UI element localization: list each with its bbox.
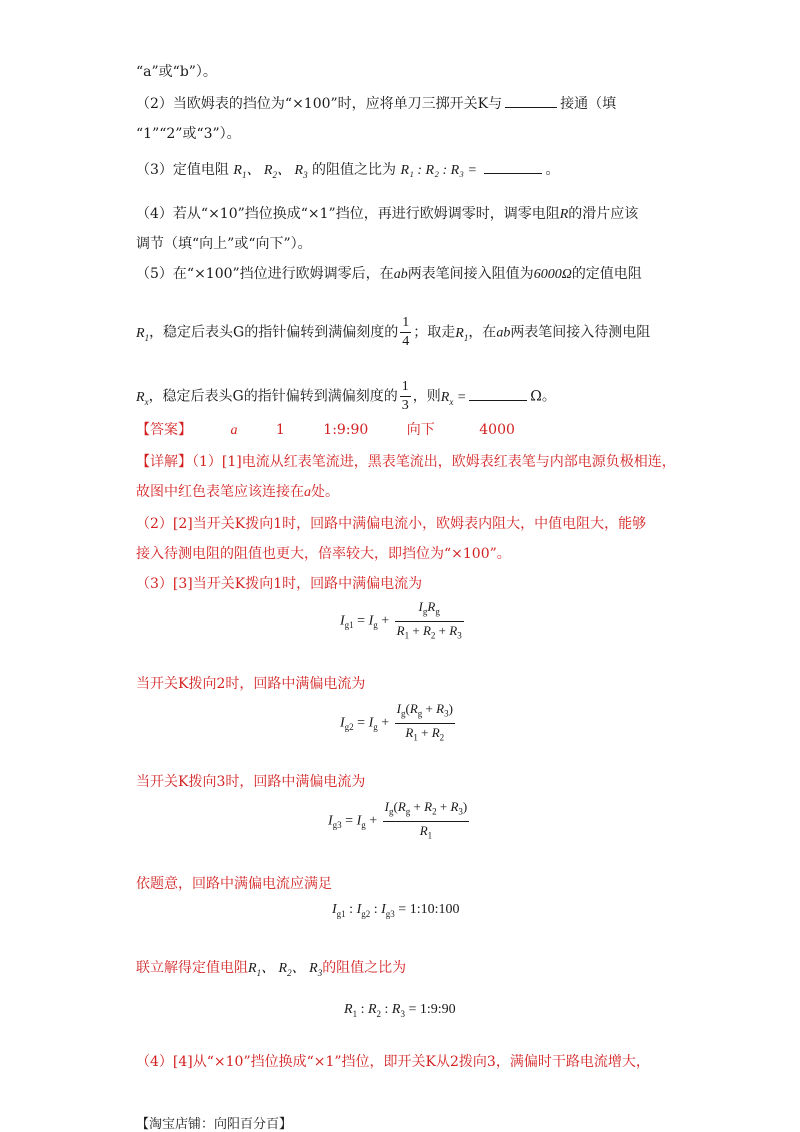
text-fragment: 的滑片应该	[568, 206, 639, 222]
math-symbol: $R_x$	[136, 389, 149, 407]
text-fragment: （4）若从“×10”挡位换成“×1”挡位，再进行欧姆调零时，调零电阻	[136, 206, 560, 222]
text-fragment: 接通（填	[560, 96, 617, 112]
text-line	[136, 314, 650, 351]
resistor-symbols: $R_1$、 $R_2$、 $R_3$	[248, 961, 323, 978]
text-fragment: （4）[4]从“×10”挡位换成“×1”挡位，即开关K从2拨向3，满偏时干路电流增大，	[136, 1054, 650, 1070]
answer-value: 4000	[479, 422, 515, 438]
detail-line	[136, 674, 365, 694]
text-fragment: ，稳定后表头G的指针偏转到满偏刻度的	[149, 324, 399, 341]
answer-blank	[484, 161, 542, 174]
text-line	[136, 124, 241, 144]
answer-value: 1	[275, 422, 285, 438]
text-fragment: （5）在“×100”挡位进行欧姆调零后，在	[136, 266, 394, 282]
question-2	[136, 94, 616, 114]
answer-value: 向下	[406, 422, 435, 438]
text-fragment: Ω。	[530, 388, 556, 405]
detail-line	[136, 544, 511, 564]
text-fragment: “a”或“b”）。	[136, 64, 217, 80]
detail-line	[136, 452, 676, 472]
detail-line	[136, 772, 365, 792]
equation-ig3: $I_{g3} = I_g$ + $\frac{I_g(R_g + R_2 + R_3)}{R_1}$	[328, 799, 468, 841]
text-fragment: 调节（填“向上”或“向下”）。	[136, 236, 312, 252]
fraction: $\frac{1}{4}$	[402, 315, 410, 349]
question-4	[136, 204, 638, 225]
answer-line	[136, 420, 515, 441]
fraction: $\frac{1}{3}$	[401, 379, 409, 413]
answer-value: 1:9:90	[323, 422, 369, 438]
text-line	[136, 234, 312, 254]
equation-ig1: $I_{g1} = I_g$ + $\frac{I_gR_g}{R_1 + R_2 + R_3}$	[340, 599, 462, 641]
detail-line	[136, 514, 646, 534]
equation-resistor-ratio: $R_1$ : $R_2$ : $R_3$ = 1:9:90	[344, 1002, 456, 1019]
answer-blank	[469, 388, 527, 401]
math-symbol: ab	[393, 267, 408, 282]
text-fragment: （2）当欧姆表的挡位为“×100”时，应将单刀三掷开关K与	[136, 96, 503, 112]
text-fragment: （3）[3]当开关K拨向1时，回路中满偏电流为	[136, 576, 423, 592]
math-symbol: R	[559, 207, 569, 222]
text-fragment: 接入待测电阻的阻值也更大，倍率较大，即挡位为“×100”。	[136, 546, 511, 562]
text-line	[136, 62, 217, 82]
text-fragment: 两表笔间接入待测电阻	[510, 324, 651, 341]
ratio-expression: R₁ : R₂ : R₃ =	[400, 163, 477, 178]
text-fragment: 故图中红色表笔应该连接在	[136, 484, 304, 500]
text-fragment: 联立解得定值电阻	[136, 960, 248, 976]
math-symbol: ab	[496, 325, 511, 341]
question-5	[136, 264, 642, 285]
text-fragment: ；取走	[413, 324, 456, 341]
text-fragment: 【详解】（1）[1]电流从红表笔流进，黑表笔流出，欧姆表红表笔与内部电源负极相连，	[136, 454, 676, 470]
text-fragment: （3）定值电阻	[136, 162, 229, 178]
text-line	[136, 378, 556, 415]
text-fragment: “1”“2”或“3”）。	[136, 126, 241, 142]
math-value: 6000Ω	[533, 267, 572, 282]
text-fragment: 依题意，回路中满偏电流应满足	[136, 876, 332, 892]
footer-shop: 【淘宝店铺：向阳百分百】	[136, 1117, 293, 1132]
detail-line	[136, 574, 422, 594]
text-fragment: 当开关K拨向3时，回路中满偏电流为	[136, 774, 366, 790]
math-symbol: a	[304, 485, 311, 500]
text-fragment: 的阻值之比为	[312, 162, 397, 178]
equation-current-ratio: $I_{g1}$ : $I_{g2}$ : $I_{g3}$ = 1:10:100	[332, 902, 460, 919]
question-3	[136, 160, 559, 185]
text-fragment: 的阻值之比为	[322, 960, 407, 976]
text-fragment: 的定值电阻	[571, 266, 642, 282]
text-fragment: ，稳定后表头G的指针偏转到满偏刻度的	[148, 388, 398, 405]
math-symbol: $R_1$	[136, 325, 150, 343]
text-fragment: 处。	[311, 484, 339, 500]
math-symbol: $R_x$ =	[440, 389, 467, 407]
answer-label: 【答案】	[136, 422, 192, 438]
text-fragment: 两表笔间接入阻值为	[407, 266, 534, 282]
math-symbol: $R_1$	[455, 325, 469, 343]
text-fragment: 。	[545, 162, 560, 178]
text-fragment: （2）[2]当开关K拨向1时，回路中满偏电流小，欧姆表内阻大，中值电阻大，能够	[136, 516, 647, 532]
equation-ig2: $I_{g2} = I_g$ + $\frac{I_g(R_g + R_3)}{R_1 + R_2}$	[340, 701, 453, 743]
detail-line	[136, 958, 406, 983]
text-fragment: 当开关K拨向2时，回路中满偏电流为	[136, 676, 366, 692]
answer-blank	[505, 95, 557, 108]
resistor-symbols: $R_1$、 $R_2$、 $R_3$	[233, 163, 308, 180]
text-fragment: ，在	[468, 324, 497, 341]
answer-value: a	[230, 423, 238, 438]
detail-line	[136, 1052, 650, 1072]
detail-line	[136, 874, 332, 894]
text-fragment: ，则	[412, 388, 441, 405]
detail-line	[136, 482, 339, 503]
